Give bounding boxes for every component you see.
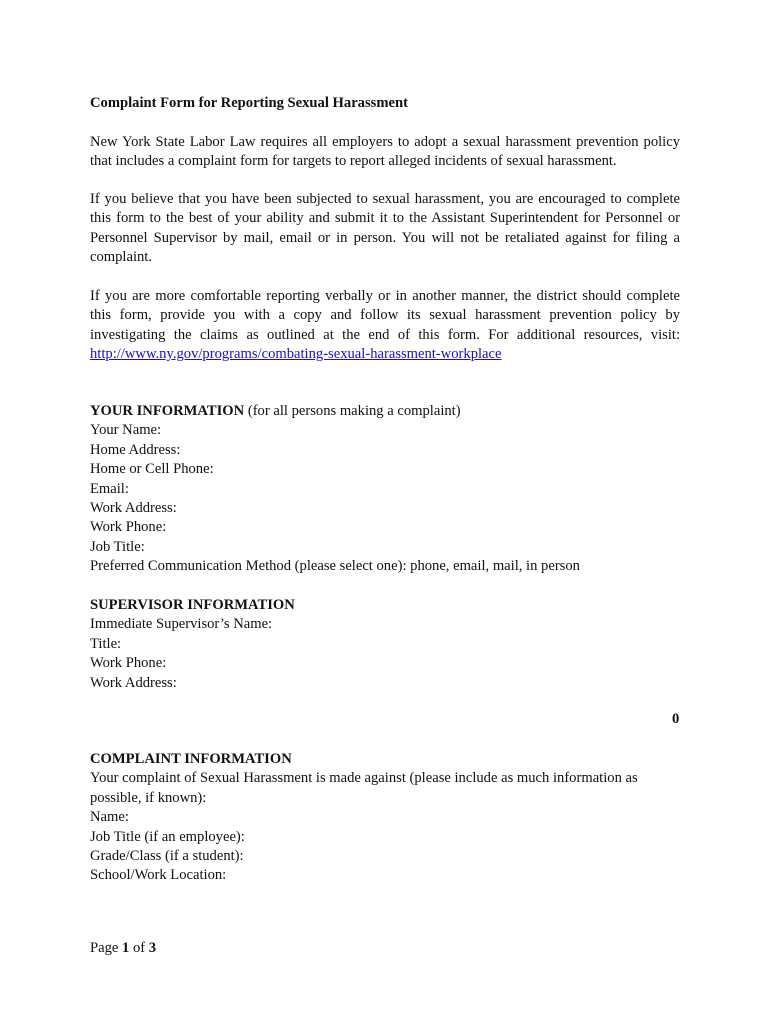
page-number-footer	[90, 940, 156, 957]
field-supervisor-title: Title:	[90, 635, 122, 652]
intro-paragraph-submission: If you believe that you have been subjected to sexual harassment, you are encouraged to complete this form to the best of your ability and submit it to the Assistant Superintendent for Personnel or Personnel Supervisor by mail, email or in person. You will not be retaliated against for filing a complaint.	[90, 191, 680, 266]
supervisor-information-heading: SUPERVISOR INFORMATION	[90, 597, 295, 613]
footer-current-page: 1	[122, 940, 130, 956]
page-marker: 0	[672, 711, 680, 727]
footer-total-pages: 3	[148, 940, 157, 956]
field-supervisor-work-phone: Work Phone:	[90, 655, 167, 672]
field-home-cell-phone: Home or Cell Phone:	[90, 461, 214, 478]
resources-link[interactable]: http://www.ny.gov/programs/combating-sexual-harassment-workplace	[90, 346, 502, 363]
field-preferred-communication: Preferred Communication Method (please select one): phone, email, mail, in person	[90, 558, 580, 575]
form-title: Complaint Form for Reporting Sexual Harassment	[90, 95, 408, 111]
field-work-address: Work Address:	[90, 500, 177, 517]
supervisor-information-section	[90, 596, 295, 693]
your-information-note: (for all persons making a complaint)	[244, 403, 461, 419]
complaint-information-section	[90, 750, 665, 886]
field-school-work-location: School/Work Location:	[90, 867, 227, 884]
field-job-title: Job Title:	[90, 538, 145, 555]
complaint-intro: Your complaint of Sexual Harassment is made against (please include as much information as possible, if known):	[90, 770, 638, 806]
intro-paragraph-labor-law: New York State Labor Law requires all employers to adopt a sexual harassment prevention policy that includes a complaint form for targets to report alleged incidents of sexual harassment.	[90, 134, 680, 170]
field-supervisor-work-address: Work Address:	[90, 674, 177, 691]
field-accused-name: Name:	[90, 809, 129, 826]
resources-text: If you are more comfortable reporting verbally or in another manner, the district should complete this form, provide you with a copy and follow its sexual harassment prevention policy by investigating the claims as outlined at the end of this form. For additional resources, visit:	[90, 288, 680, 343]
field-supervisor-name: Immediate Supervisor’s Name:	[90, 616, 273, 633]
your-information-heading: YOUR INFORMATION	[90, 403, 245, 419]
footer-of-word: of	[129, 940, 149, 956]
field-accused-grade-class: Grade/Class (if a student):	[90, 848, 244, 865]
field-your-name: Your Name:	[90, 422, 162, 439]
footer-page-word: Page	[90, 940, 123, 956]
complaint-information-heading: COMPLAINT INFORMATION	[90, 751, 292, 767]
field-home-address: Home Address:	[90, 441, 181, 458]
your-information-section	[90, 402, 580, 577]
field-accused-job-title: Job Title (if an employee):	[90, 828, 245, 845]
field-email: Email:	[90, 480, 129, 497]
your-information-heading-line	[90, 402, 580, 421]
intro-paragraph-resources	[90, 287, 680, 365]
field-work-phone: Work Phone:	[90, 519, 167, 536]
